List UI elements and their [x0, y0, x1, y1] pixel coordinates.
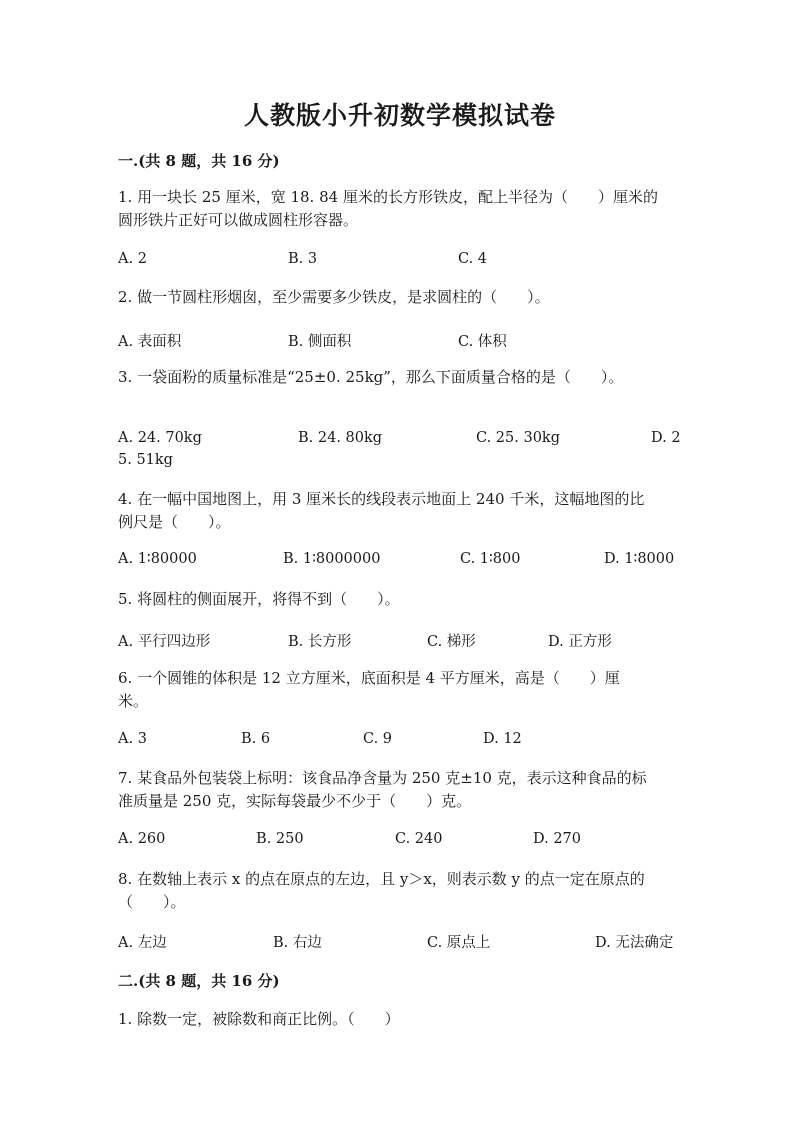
question-6 — [118, 667, 684, 713]
question-4-option-b: B. 1∶8000000 — [283, 551, 381, 567]
question-1-option-a: A. 2 — [118, 251, 147, 267]
section-2-question-1 — [118, 1008, 684, 1031]
question-1-option-c: C. 4 — [458, 251, 488, 267]
question-3-option-d-wrap: 5. 51kg — [118, 452, 173, 468]
question-3-option-d: D. 2 — [651, 430, 681, 446]
question-7-line-2: 准质量是 250 克，实际每袋最少不少于（ ）克。 — [118, 792, 472, 810]
question-1-line-2: 圆形铁片正好可以做成圆柱形容器。 — [118, 211, 359, 229]
question-8-line-1: 8. 在数轴上表示 x 的点在原点的左边，且 y＞x，则表示数 y 的点一定在原点的 — [118, 870, 645, 888]
question-8-option-d: D. 无法确定 — [595, 935, 674, 951]
question-5-option-a: A. 平行四边形 — [118, 634, 211, 650]
question-3-option-b: B. 24. 80kg — [298, 430, 383, 446]
question-5-line-1: 5. 将圆柱的侧面展开，将得不到（ ）。 — [118, 590, 400, 608]
section-heading-1: 一.(共 8 题，共 16 分) — [118, 152, 280, 170]
question-2-option-c: C. 体积 — [458, 334, 507, 350]
question-2 — [118, 286, 684, 309]
question-7-option-c: C. 240 — [395, 831, 443, 847]
question-7-option-b: B. 250 — [256, 831, 304, 847]
question-8-option-c: C. 原点上 — [427, 935, 491, 951]
question-4-line-2: 例尺是（ ）。 — [118, 513, 231, 531]
question-8-option-b: B. 右边 — [273, 935, 322, 951]
exam-title: 人教版小升初数学模拟试卷 — [243, 101, 556, 130]
question-6-line-1: 6. 一个圆锥的体积是 12 立方厘米，底面积是 4 平方厘米，高是（ ）厘 — [118, 669, 620, 687]
question-5 — [118, 588, 684, 611]
question-1-option-b: B. 3 — [288, 251, 318, 267]
question-8-option-a: A. 左边 — [118, 935, 167, 951]
question-5-option-b: B. 长方形 — [288, 634, 352, 650]
question-2-line-1: 2. 做一节圆柱形烟囱，至少需要多少铁皮，是求圆柱的（ ）。 — [118, 288, 550, 306]
question-5-option-c: C. 梯形 — [427, 634, 476, 650]
question-4-option-d: D. 1∶8000 — [604, 551, 675, 567]
question-3 — [118, 366, 684, 389]
question-6-option-b: B. 6 — [241, 731, 271, 747]
question-6-line-2: 米。 — [118, 692, 149, 710]
question-4 — [118, 488, 684, 534]
question-6-option-c: C. 9 — [363, 731, 393, 747]
question-7 — [118, 767, 684, 813]
question-3-option-a: A. 24. 70kg — [118, 430, 202, 446]
section-heading-2: 二.(共 8 题，共 16 分) — [118, 972, 280, 990]
question-6-option-d: D. 12 — [483, 731, 522, 747]
question-8 — [118, 868, 684, 914]
question-8-line-2: （ ）。 — [118, 893, 186, 911]
question-7-line-1: 7. 某食品外包装袋上标明：该食品净含量为 250 克±10 克，表示这种食品的标 — [118, 769, 647, 787]
section-2-question-1-line-1: 1. 除数一定，被除数和商正比例。（ ） — [118, 1010, 400, 1028]
question-2-option-a: A. 表面积 — [118, 334, 182, 350]
question-7-option-a: A. 260 — [118, 831, 166, 847]
question-3-line-1: 3. 一袋面粉的质量标准是“25±0. 25kg”，那么下面质量合格的是（ ）。 — [118, 368, 624, 386]
question-4-option-a: A. 1∶80000 — [118, 551, 197, 567]
question-2-option-b: B. 侧面积 — [288, 334, 352, 350]
question-6-option-a: A. 3 — [118, 731, 147, 747]
question-3-option-c: C. 25. 30kg — [476, 430, 560, 446]
question-4-line-1: 4. 在一幅中国地图上，用 3 厘米长的线段表示地面上 240 千米，这幅地图的比 — [118, 490, 645, 508]
question-5-option-d: D. 正方形 — [548, 634, 612, 650]
question-1 — [118, 186, 684, 232]
question-1-line-1: 1. 用一块长 25 厘米，宽 18. 84 厘米的长方形铁皮，配上半径为（ ）厘米的 — [118, 188, 658, 206]
question-4-option-c: C. 1∶800 — [460, 551, 521, 567]
question-7-option-d: D. 270 — [533, 831, 582, 847]
